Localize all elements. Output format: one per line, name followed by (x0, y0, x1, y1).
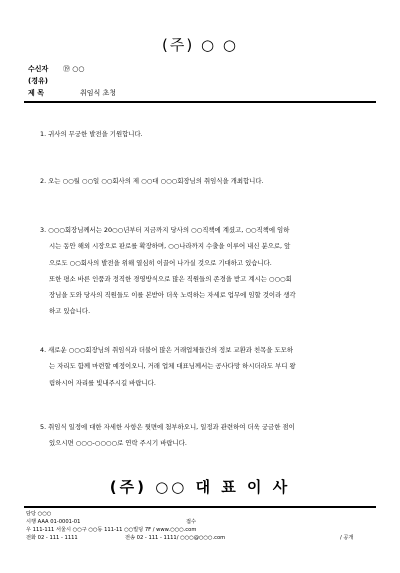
fax-email: 전송 02 - 111 - 1111/ ○○○@○○○.com (125, 535, 226, 541)
paragraph-line: 또한 평소 바른 인품과 정직한 경영방식으로 많은 직원들의 존경을 받고 계시는 ○○○회 (49, 274, 292, 283)
subject-label: 제 목 (28, 89, 44, 97)
paragraph-line: 2. 오는 ○○월 ○○일 ○○회사의 제 ○○대 ○○○회장님의 취임식을 개최합니다. (40, 177, 264, 185)
paragraph-2 (40, 173, 362, 189)
disclosure: / 공개 (340, 535, 354, 541)
footer-divider (24, 506, 376, 508)
address: 우 111-111 서울시 ○○구 ○○동 111-11 ○○빌딩 7F / www.○○○.com (26, 527, 197, 533)
recipient-value: ⑲ ○○ (63, 65, 85, 73)
signature: (주) ○○ 대 표 이 사 (109, 478, 291, 496)
paragraph-1 (40, 126, 362, 142)
paragraph-3 (40, 222, 362, 320)
phone: 전화 02 - 111 - 1111 (26, 535, 78, 541)
header-divider (24, 101, 376, 103)
drafter: 담당 ○○○ (26, 511, 52, 517)
paragraph-line: 하고 있습니다. (49, 307, 91, 316)
receipt-label: 접수 (186, 519, 197, 525)
document-number: 시행 AAA 01-0001-01 (26, 519, 81, 525)
paragraph-4 (40, 342, 362, 391)
paragraph-5 (40, 419, 362, 452)
paragraph-line: 4. 새로운 ○○○회장님의 취임식과 더불어 많은 거래업체들간의 정보 교환과 친목을 도모하 (40, 346, 294, 354)
paragraph-line: 있으시면 ○○○-○○○○로 연락 주시기 바랍니다. (49, 439, 187, 448)
paragraph-line: 림하시어 자리를 빛내주시길 바랍니다. (49, 378, 156, 387)
organization-title: (주) ○ ○ (162, 36, 238, 54)
via-label: (경유) (28, 77, 48, 85)
paragraph-line: 장님을 도와 당사의 직원들도 이를 본받아 더욱 노력하는 자세로 업무에 임할 것이라 생각 (49, 291, 296, 300)
paragraph-line: 5. 취임식 일정에 대한 자세한 사항은 뒷면에 첨부하오니, 일정과 관련하여 더욱 궁금한 점이 (40, 423, 295, 431)
paragraph-line: 3. ○○○회장님께서는 20○○년부터 지금까지 당사의 ○○직책에 계셨고, ○○직책에 임하 (40, 226, 290, 234)
paragraph-line: 는 자리도 함께 마련할 예정이오니, 거래 업체 대표님께서는 공사다망 하시더라도 부디 왕 (49, 362, 296, 371)
paragraph-line: 1. 귀사의 무궁한 발전을 기원합니다. (40, 130, 143, 138)
paragraph-line: 시는 동안 해외 시장으로 판로를 확장하며, ○○나라까지 수출을 이루어 내신 분으로, 앞 (49, 242, 291, 251)
paragraph-line: 으로도 ○○회사의 발전을 위해 열심히 이끌어 나가실 것으로 기대하고 있습니다. (49, 258, 272, 267)
recipient-label: 수신자 (28, 65, 49, 73)
subject-value: 취임식 초청 (80, 89, 117, 97)
